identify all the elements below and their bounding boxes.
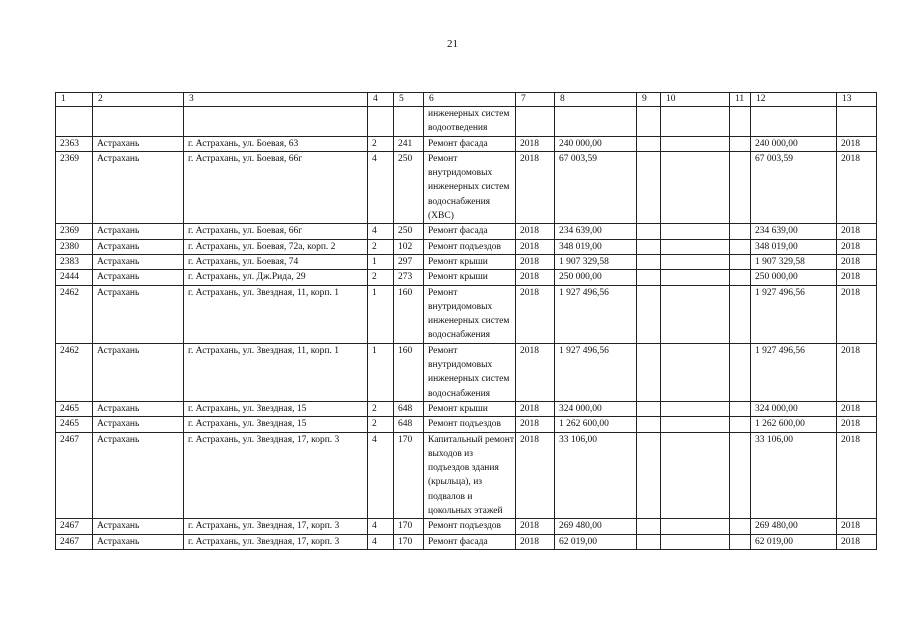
cell-floors: 1	[368, 254, 394, 269]
column-header-9: 9	[637, 93, 661, 107]
table-row	[56, 534, 877, 549]
cell-year-start: 2018	[516, 432, 555, 519]
cell-cost-col12: 67 003,59	[751, 151, 837, 223]
column-header-12: 12	[751, 93, 837, 107]
cell-col11	[730, 401, 751, 416]
column-header-8: 8	[555, 93, 637, 107]
cell-year-end: 2018	[837, 270, 877, 285]
cell-address: г. Астрахань, ул. Звездная, 17, корп. 3	[184, 534, 368, 549]
cell-col11	[730, 239, 751, 254]
cell-year-end: 2018	[837, 519, 877, 534]
column-header-13: 13	[837, 93, 877, 107]
cell-work-type: Ремонт внутридомовых инженерных систем водоснабжения	[424, 285, 516, 343]
cell-floors	[368, 107, 394, 137]
cell-house-id: 2380	[56, 239, 93, 254]
cell-area-col5: 297	[394, 254, 424, 269]
cell-floors: 2	[368, 401, 394, 416]
cell-col11	[730, 343, 751, 401]
cell-year-end: 2018	[837, 285, 877, 343]
cell-address: г. Астрахань, ул. Боевая, 72а, корп. 2	[184, 239, 368, 254]
cell-address: г. Астрахань, ул. Звездная, 15	[184, 401, 368, 416]
column-header-row	[56, 93, 877, 107]
cell-col9	[637, 401, 661, 416]
cell-area-col5: 160	[394, 343, 424, 401]
cell-year-start: 2018	[516, 343, 555, 401]
cell-col11	[730, 534, 751, 549]
cell-floors: 4	[368, 432, 394, 519]
cell-total-cost: 1 262 600,00	[555, 417, 637, 432]
cell-house-id: 2383	[56, 254, 93, 269]
cell-settlement	[93, 107, 184, 137]
cell-year-start: 2018	[516, 285, 555, 343]
cell-floors: 1	[368, 285, 394, 343]
cell-cost-col12: 1 262 600,00	[751, 417, 837, 432]
table-row	[56, 285, 877, 343]
cell-floors: 2	[368, 136, 394, 151]
cell-year-end: 2018	[837, 239, 877, 254]
cell-settlement: Астрахань	[93, 417, 184, 432]
cell-col11	[730, 270, 751, 285]
cell-col11	[730, 136, 751, 151]
cell-work-type: Ремонт подъездов	[424, 417, 516, 432]
cell-settlement: Астрахань	[93, 285, 184, 343]
cell-house-id: 2462	[56, 285, 93, 343]
column-header-5: 5	[394, 93, 424, 107]
cell-house-id: 2444	[56, 270, 93, 285]
column-header-3: 3	[184, 93, 368, 107]
cell-year-start	[516, 107, 555, 137]
column-header-11: 11	[730, 93, 751, 107]
table-row	[56, 270, 877, 285]
cell-total-cost: 1 927 496,56	[555, 343, 637, 401]
cell-col10	[661, 417, 730, 432]
cell-col9	[637, 432, 661, 519]
table-row	[56, 224, 877, 239]
cell-col10	[661, 432, 730, 519]
cell-col9	[637, 136, 661, 151]
cell-address: г. Астрахань, ул. Дж.Рида, 29	[184, 270, 368, 285]
cell-settlement: Астрахань	[93, 151, 184, 223]
cell-col9	[637, 417, 661, 432]
cell-work-type: Ремонт внутридомовых инженерных систем водоснабжения	[424, 343, 516, 401]
cell-year-start: 2018	[516, 224, 555, 239]
cell-total-cost: 250 000,00	[555, 270, 637, 285]
cell-settlement: Астрахань	[93, 401, 184, 416]
table-row	[56, 343, 877, 401]
cell-work-type: Ремонт фасада	[424, 224, 516, 239]
cell-total-cost	[555, 107, 637, 137]
cell-col10	[661, 107, 730, 137]
cell-area-col5: 170	[394, 519, 424, 534]
cell-col10	[661, 401, 730, 416]
cell-area-col5: 250	[394, 224, 424, 239]
cell-house-id: 2363	[56, 136, 93, 151]
cell-year-end: 2018	[837, 343, 877, 401]
cell-work-type: инженерных систем водоотведения	[424, 107, 516, 137]
cell-area-col5	[394, 107, 424, 137]
cell-col10	[661, 519, 730, 534]
cell-col10	[661, 151, 730, 223]
cell-total-cost: 62 019,00	[555, 534, 637, 549]
cell-settlement: Астрахань	[93, 432, 184, 519]
cell-settlement: Астрахань	[93, 343, 184, 401]
cell-col11	[730, 432, 751, 519]
cell-house-id: 2465	[56, 401, 93, 416]
cell-col11	[730, 254, 751, 269]
cell-house-id: 2369	[56, 151, 93, 223]
cell-house-id: 2467	[56, 534, 93, 549]
table-row	[56, 519, 877, 534]
cell-address: г. Астрахань, ул. Боевая, 74	[184, 254, 368, 269]
cell-col10	[661, 239, 730, 254]
cell-year-start: 2018	[516, 136, 555, 151]
cell-address: г. Астрахань, ул. Звездная, 15	[184, 417, 368, 432]
cell-work-type: Ремонт подъездов	[424, 239, 516, 254]
cell-house-id: 2369	[56, 224, 93, 239]
column-header-6: 6	[424, 93, 516, 107]
cell-cost-col12: 324 000,00	[751, 401, 837, 416]
cell-year-start: 2018	[516, 239, 555, 254]
cell-address: г. Астрахань, ул. Звездная, 11, корп. 1	[184, 285, 368, 343]
cell-total-cost: 240 000,00	[555, 136, 637, 151]
cell-settlement: Астрахань	[93, 239, 184, 254]
cell-year-start: 2018	[516, 254, 555, 269]
cell-area-col5: 160	[394, 285, 424, 343]
cell-year-end: 2018	[837, 136, 877, 151]
cell-address	[184, 107, 368, 137]
cell-address: г. Астрахань, ул. Боевая, 66г	[184, 151, 368, 223]
cell-area-col5: 102	[394, 239, 424, 254]
cell-col11	[730, 224, 751, 239]
cell-settlement: Астрахань	[93, 534, 184, 549]
cell-col9	[637, 151, 661, 223]
cell-year-end: 2018	[837, 151, 877, 223]
cell-cost-col12	[751, 107, 837, 137]
cell-floors: 4	[368, 151, 394, 223]
cell-work-type: Ремонт крыши	[424, 270, 516, 285]
cell-address: г. Астрахань, ул. Звездная, 17, корп. 3	[184, 519, 368, 534]
table-row	[56, 254, 877, 269]
cell-house-id: 2467	[56, 519, 93, 534]
cell-col10	[661, 270, 730, 285]
cell-col11	[730, 151, 751, 223]
table-row	[56, 417, 877, 432]
cell-col9	[637, 254, 661, 269]
cell-col9	[637, 270, 661, 285]
cell-house-id: 2465	[56, 417, 93, 432]
cell-cost-col12: 1 927 496,56	[751, 343, 837, 401]
table-row	[56, 401, 877, 416]
cell-house-id: 2462	[56, 343, 93, 401]
cell-year-end: 2018	[837, 534, 877, 549]
cell-area-col5: 170	[394, 534, 424, 549]
table-row	[56, 239, 877, 254]
column-header-2: 2	[93, 93, 184, 107]
cell-total-cost: 324 000,00	[555, 401, 637, 416]
cell-cost-col12: 250 000,00	[751, 270, 837, 285]
cell-col11	[730, 519, 751, 534]
cell-col11	[730, 285, 751, 343]
table-row	[56, 136, 877, 151]
cell-year-end: 2018	[837, 432, 877, 519]
cell-total-cost: 67 003,59	[555, 151, 637, 223]
cell-address: г. Астрахань, ул. Звездная, 11, корп. 1	[184, 343, 368, 401]
repair-registry-table	[55, 92, 877, 550]
cell-area-col5: 250	[394, 151, 424, 223]
cell-work-type: Ремонт внутридомовых инженерных систем водоснабжения (ХВС)	[424, 151, 516, 223]
cell-settlement: Астрахань	[93, 136, 184, 151]
cell-floors: 4	[368, 519, 394, 534]
cell-year-start: 2018	[516, 534, 555, 549]
page-number: 21	[447, 38, 458, 50]
table-row	[56, 151, 877, 223]
cell-cost-col12: 269 480,00	[751, 519, 837, 534]
cell-cost-col12: 234 639,00	[751, 224, 837, 239]
cell-year-start: 2018	[516, 401, 555, 416]
cell-area-col5: 648	[394, 401, 424, 416]
cell-cost-col12: 348 019,00	[751, 239, 837, 254]
cell-settlement: Астрахань	[93, 254, 184, 269]
cell-floors: 4	[368, 224, 394, 239]
cell-total-cost: 1 907 329,58	[555, 254, 637, 269]
cell-cost-col12: 1 907 329,58	[751, 254, 837, 269]
cell-col10	[661, 534, 730, 549]
cell-work-type: Ремонт крыши	[424, 254, 516, 269]
cell-col10	[661, 343, 730, 401]
cell-work-type: Ремонт фасада	[424, 136, 516, 151]
cell-settlement: Астрахань	[93, 270, 184, 285]
cell-work-type: Ремонт крыши	[424, 401, 516, 416]
cell-col10	[661, 285, 730, 343]
cell-col10	[661, 224, 730, 239]
cell-col10	[661, 254, 730, 269]
cell-col9	[637, 534, 661, 549]
cell-total-cost: 33 106,00	[555, 432, 637, 519]
column-header-1: 1	[56, 93, 93, 107]
cell-house-id: 2467	[56, 432, 93, 519]
cell-address: г. Астрахань, ул. Звездная, 17, корп. 3	[184, 432, 368, 519]
column-header-10: 10	[661, 93, 730, 107]
cell-floors: 1	[368, 343, 394, 401]
cell-floors: 2	[368, 417, 394, 432]
cell-total-cost: 234 639,00	[555, 224, 637, 239]
column-header-4: 4	[368, 93, 394, 107]
cell-total-cost: 348 019,00	[555, 239, 637, 254]
cell-year-end: 2018	[837, 401, 877, 416]
cell-work-type: Ремонт фасада	[424, 534, 516, 549]
cell-year-start: 2018	[516, 519, 555, 534]
cell-area-col5: 273	[394, 270, 424, 285]
cell-cost-col12: 33 106,00	[751, 432, 837, 519]
table-row	[56, 107, 877, 137]
cell-settlement: Астрахань	[93, 224, 184, 239]
cell-floors: 2	[368, 270, 394, 285]
cell-year-start: 2018	[516, 151, 555, 223]
cell-col10	[661, 136, 730, 151]
cell-col11	[730, 417, 751, 432]
cell-settlement: Астрахань	[93, 519, 184, 534]
cell-work-type: Ремонт подъездов	[424, 519, 516, 534]
cell-address: г. Астрахань, ул. Боевая, 63	[184, 136, 368, 151]
cell-year-end: 2018	[837, 417, 877, 432]
cell-area-col5: 241	[394, 136, 424, 151]
cell-total-cost: 269 480,00	[555, 519, 637, 534]
cell-area-col5: 170	[394, 432, 424, 519]
cell-floors: 4	[368, 534, 394, 549]
cell-work-type: Капитальный ремонт выходов из подъездов здания (крыльца), из подвалов и цокольных этажей	[424, 432, 516, 519]
cell-total-cost: 1 927 496,56	[555, 285, 637, 343]
cell-col9	[637, 285, 661, 343]
cell-year-end: 2018	[837, 254, 877, 269]
cell-col9	[637, 239, 661, 254]
cell-cost-col12: 62 019,00	[751, 534, 837, 549]
cell-floors: 2	[368, 239, 394, 254]
cell-year-start: 2018	[516, 417, 555, 432]
cell-year-start: 2018	[516, 270, 555, 285]
cell-col9	[637, 343, 661, 401]
cell-address: г. Астрахань, ул. Боевая, 66г	[184, 224, 368, 239]
cell-col9	[637, 519, 661, 534]
column-header-7: 7	[516, 93, 555, 107]
cell-col11	[730, 107, 751, 137]
cell-house-id	[56, 107, 93, 137]
cell-col9	[637, 107, 661, 137]
cell-year-end: 2018	[837, 224, 877, 239]
cell-year-end	[837, 107, 877, 137]
cell-area-col5: 648	[394, 417, 424, 432]
cell-cost-col12: 240 000,00	[751, 136, 837, 151]
cell-cost-col12: 1 927 496,56	[751, 285, 837, 343]
cell-col9	[637, 224, 661, 239]
table-row	[56, 432, 877, 519]
